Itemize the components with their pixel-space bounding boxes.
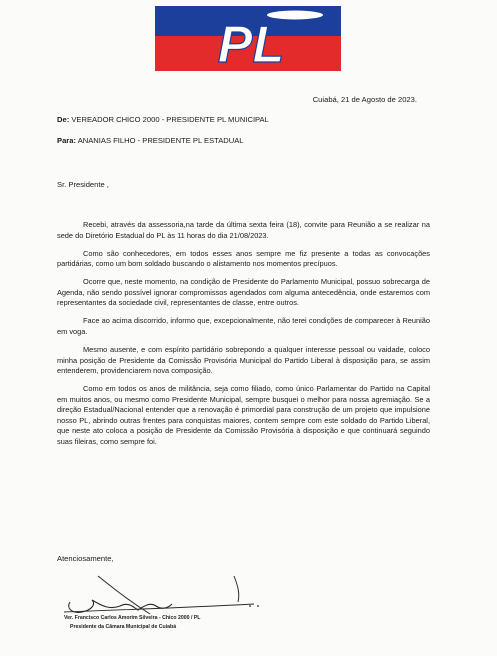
body-paragraph: Recebi, através da assessoria,na tarde da última sexta feira (18), convite para Reunião a se realizar na sede do Diretório Estadual do PL às 11 horas do dia 21/08/2023. <box>57 220 430 240</box>
sender-value: VEREADOR CHICO 2000 - PRESIDENTE PL MUNICIPAL <box>69 115 269 124</box>
salutation: Sr. Presidente , <box>57 180 109 189</box>
body-paragraph: Como em todos os anos de militância, seja como filiado, como único Parlamentar do Partido na Capital em muitos anos, ou mesmo como Presidente Municipal, sempre busquei o melhor para nossa agremiação. Se a direção Estadual/Nacional entender que a renovação é primordial para construção de um projeto que impulsione nosso PL, abrindo outras frentes para conquistas maiores, contem sempre com este soldado do Partido Liberal, que neste ato coloca a posição de Presidente da Comissão Provisória à disposição e que continuará seguindo suas fileiras, como sempre foi. <box>57 384 430 447</box>
letter-date: Cuiabá, 21 de Agosto de 2023. <box>312 95 417 104</box>
body-paragraph: Ocorre que, neste momento, na condição de Presidente do Parlamento Municipal, possuo sobrecarga de Agenda, não sendo possível ignorar compromissos agendados com alguma antecedência, onde estaremos com representantes da sociedade civil, representantes de classe, entre outros. <box>57 277 430 308</box>
letter-body <box>57 220 430 455</box>
sender-line <box>57 115 269 124</box>
logo-text: PL <box>217 16 285 71</box>
body-paragraph: Mesmo ausente, e com espírito partidário sobrepondo a qualquer interesse pessoal ou vaidade, coloco minha posição de Presidente da Comissão Provisória Municipal do Partido Liberal à disposição para, se assim entenderem, providenciarem nova composição. <box>57 344 430 376</box>
recipient-value: ANANIAS FILHO - PRESIDENTE PL ESTADUAL <box>76 136 244 145</box>
body-paragraph: Face ao acima discorrido, informo que, excepcionalmente, não terei condições de comparecer à Reunião em voga. <box>57 316 430 336</box>
signatory-name: Ver. Francisco Carlos Amorim Silveira - Chico 2000 / PL <box>64 615 201 621</box>
handwritten-signature <box>58 566 268 618</box>
sender-label: De: <box>57 115 70 124</box>
closing: Atenciosamente, <box>57 554 114 563</box>
recipient-line <box>57 136 244 145</box>
recipient-label: Para: <box>57 136 76 145</box>
body-paragraph: Como são conhecedores, em todos esses anos sempre me fiz presente a todas as convocações partidárias, como um bom soldado buscando o alistamento nos momentos precípuos. <box>57 248 430 269</box>
signatory-role: Presidente da Câmara Municipal de Cuiabá <box>70 624 177 630</box>
pl-party-logo <box>155 6 341 71</box>
